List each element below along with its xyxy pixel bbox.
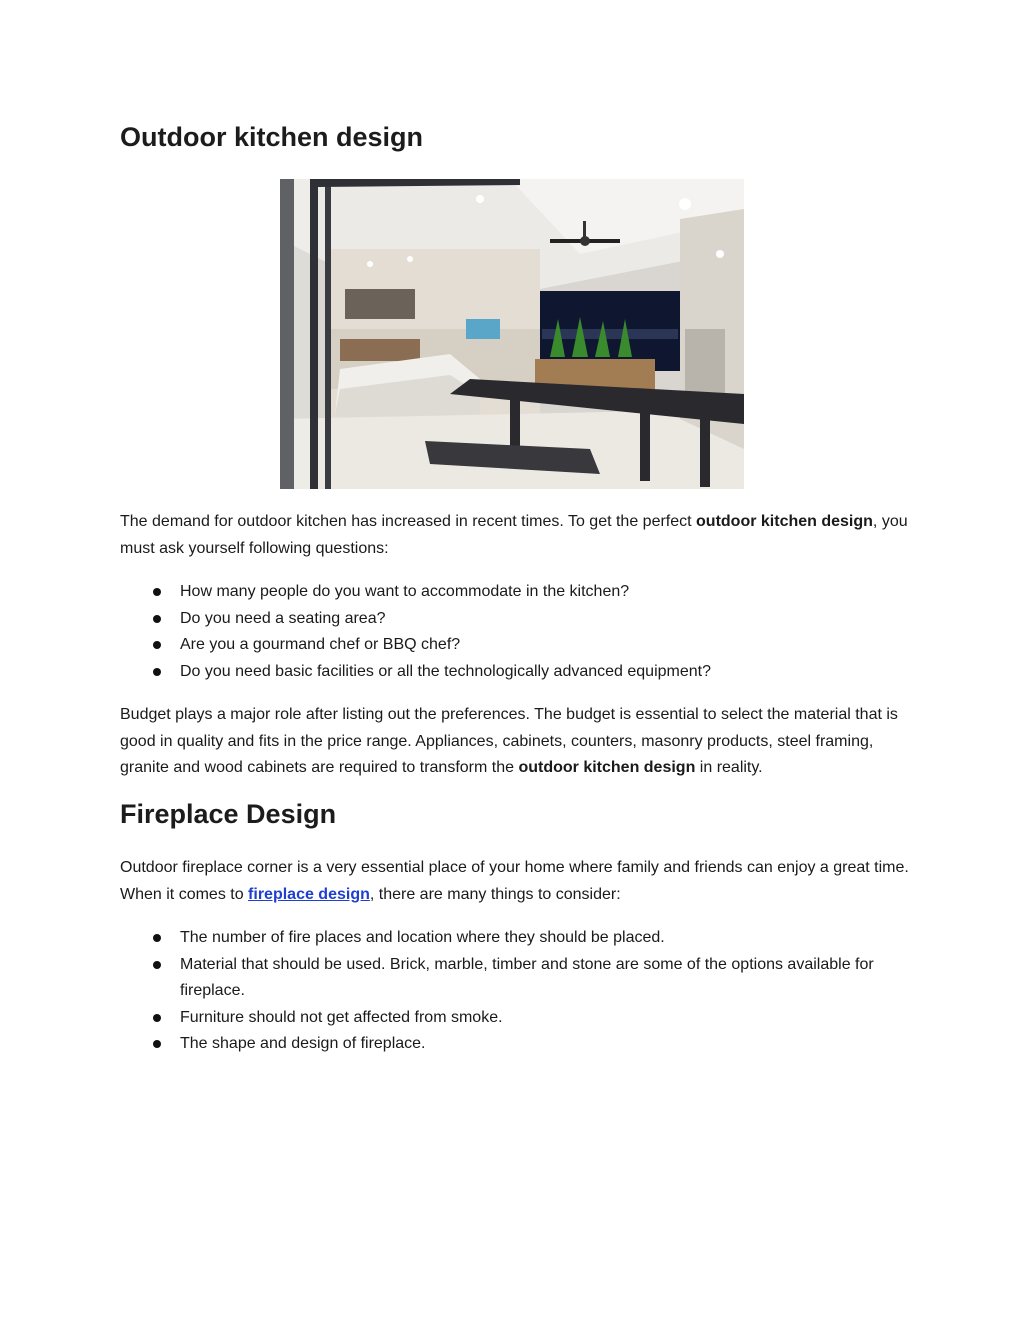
list-item [120,1031,910,1058]
fireplace-design-link[interactable]: fireplace design [248,885,370,903]
bullet-icon [153,1040,161,1048]
budget-text-after: in reality. [695,759,763,776]
list-item-text: The number of fire places and location where they should be placed. [180,929,665,946]
budget-text-before: Budget plays a major role after listing out the preferences. The budget is essential to select the material that is good in quality and fits in the price range. Appliances, cabinets, counters, masonry products, steel framing, granite and wood cabinets are required to transform the [120,706,898,776]
fireplace-text-after: , there are many things to consider: [369,885,621,903]
questions-list [120,579,910,685]
list-item [120,659,910,686]
list-item [120,632,910,659]
bullet-icon [153,1014,161,1022]
list-item-text: The shape and design of fireplace. [180,1035,426,1052]
budget-paragraph [120,702,910,782]
bullet-icon [153,641,161,649]
section-heading-fireplace: Fireplace Design [120,799,337,829]
outdoor-kitchen-photo [280,179,744,489]
list-item-text: Are you a gourmand chef or BBQ chef? [180,636,461,653]
intro-text-before: The demand for outdoor kitchen has increased in recent times. To get the perfect [120,513,697,530]
bullet-icon [153,934,161,942]
bullet-icon [153,668,161,676]
list-item-text: Do you need a seating area? [180,609,386,627]
intro-paragraph [120,509,910,562]
list-item-text: Do you need basic facilities or all the technologically advanced equipment? [180,662,711,680]
bullet-icon [153,615,161,623]
list-item-text: Material that should be used. Brick, marble, timber and stone are some of the options available for fireplace. [180,955,874,999]
fireplace-considerations-list [120,925,910,1058]
list-item [120,1005,910,1032]
list-item-text: Furniture should not get affected from smoke. [180,1008,503,1026]
list-item-text: How many people do you want to accommodate in the kitchen? [180,583,630,600]
list-item [120,925,910,952]
intro-text-after: , you must ask yourself following questions: [120,513,908,557]
bullet-icon [153,961,161,969]
fireplace-paragraph [120,855,910,908]
list-item [120,606,910,633]
section-heading-outdoor-kitchen: Outdoor kitchen design [120,122,424,152]
budget-bold-keyword: outdoor kitchen design [518,759,696,776]
fireplace-text-before: Outdoor fireplace corner is a very essential place of your home where family and friends can enjoy a great time. When it comes to [120,859,909,903]
list-item [120,579,910,606]
intro-bold-keyword: outdoor kitchen design [696,513,873,530]
bullet-icon [153,588,161,596]
list-item [120,952,910,1005]
